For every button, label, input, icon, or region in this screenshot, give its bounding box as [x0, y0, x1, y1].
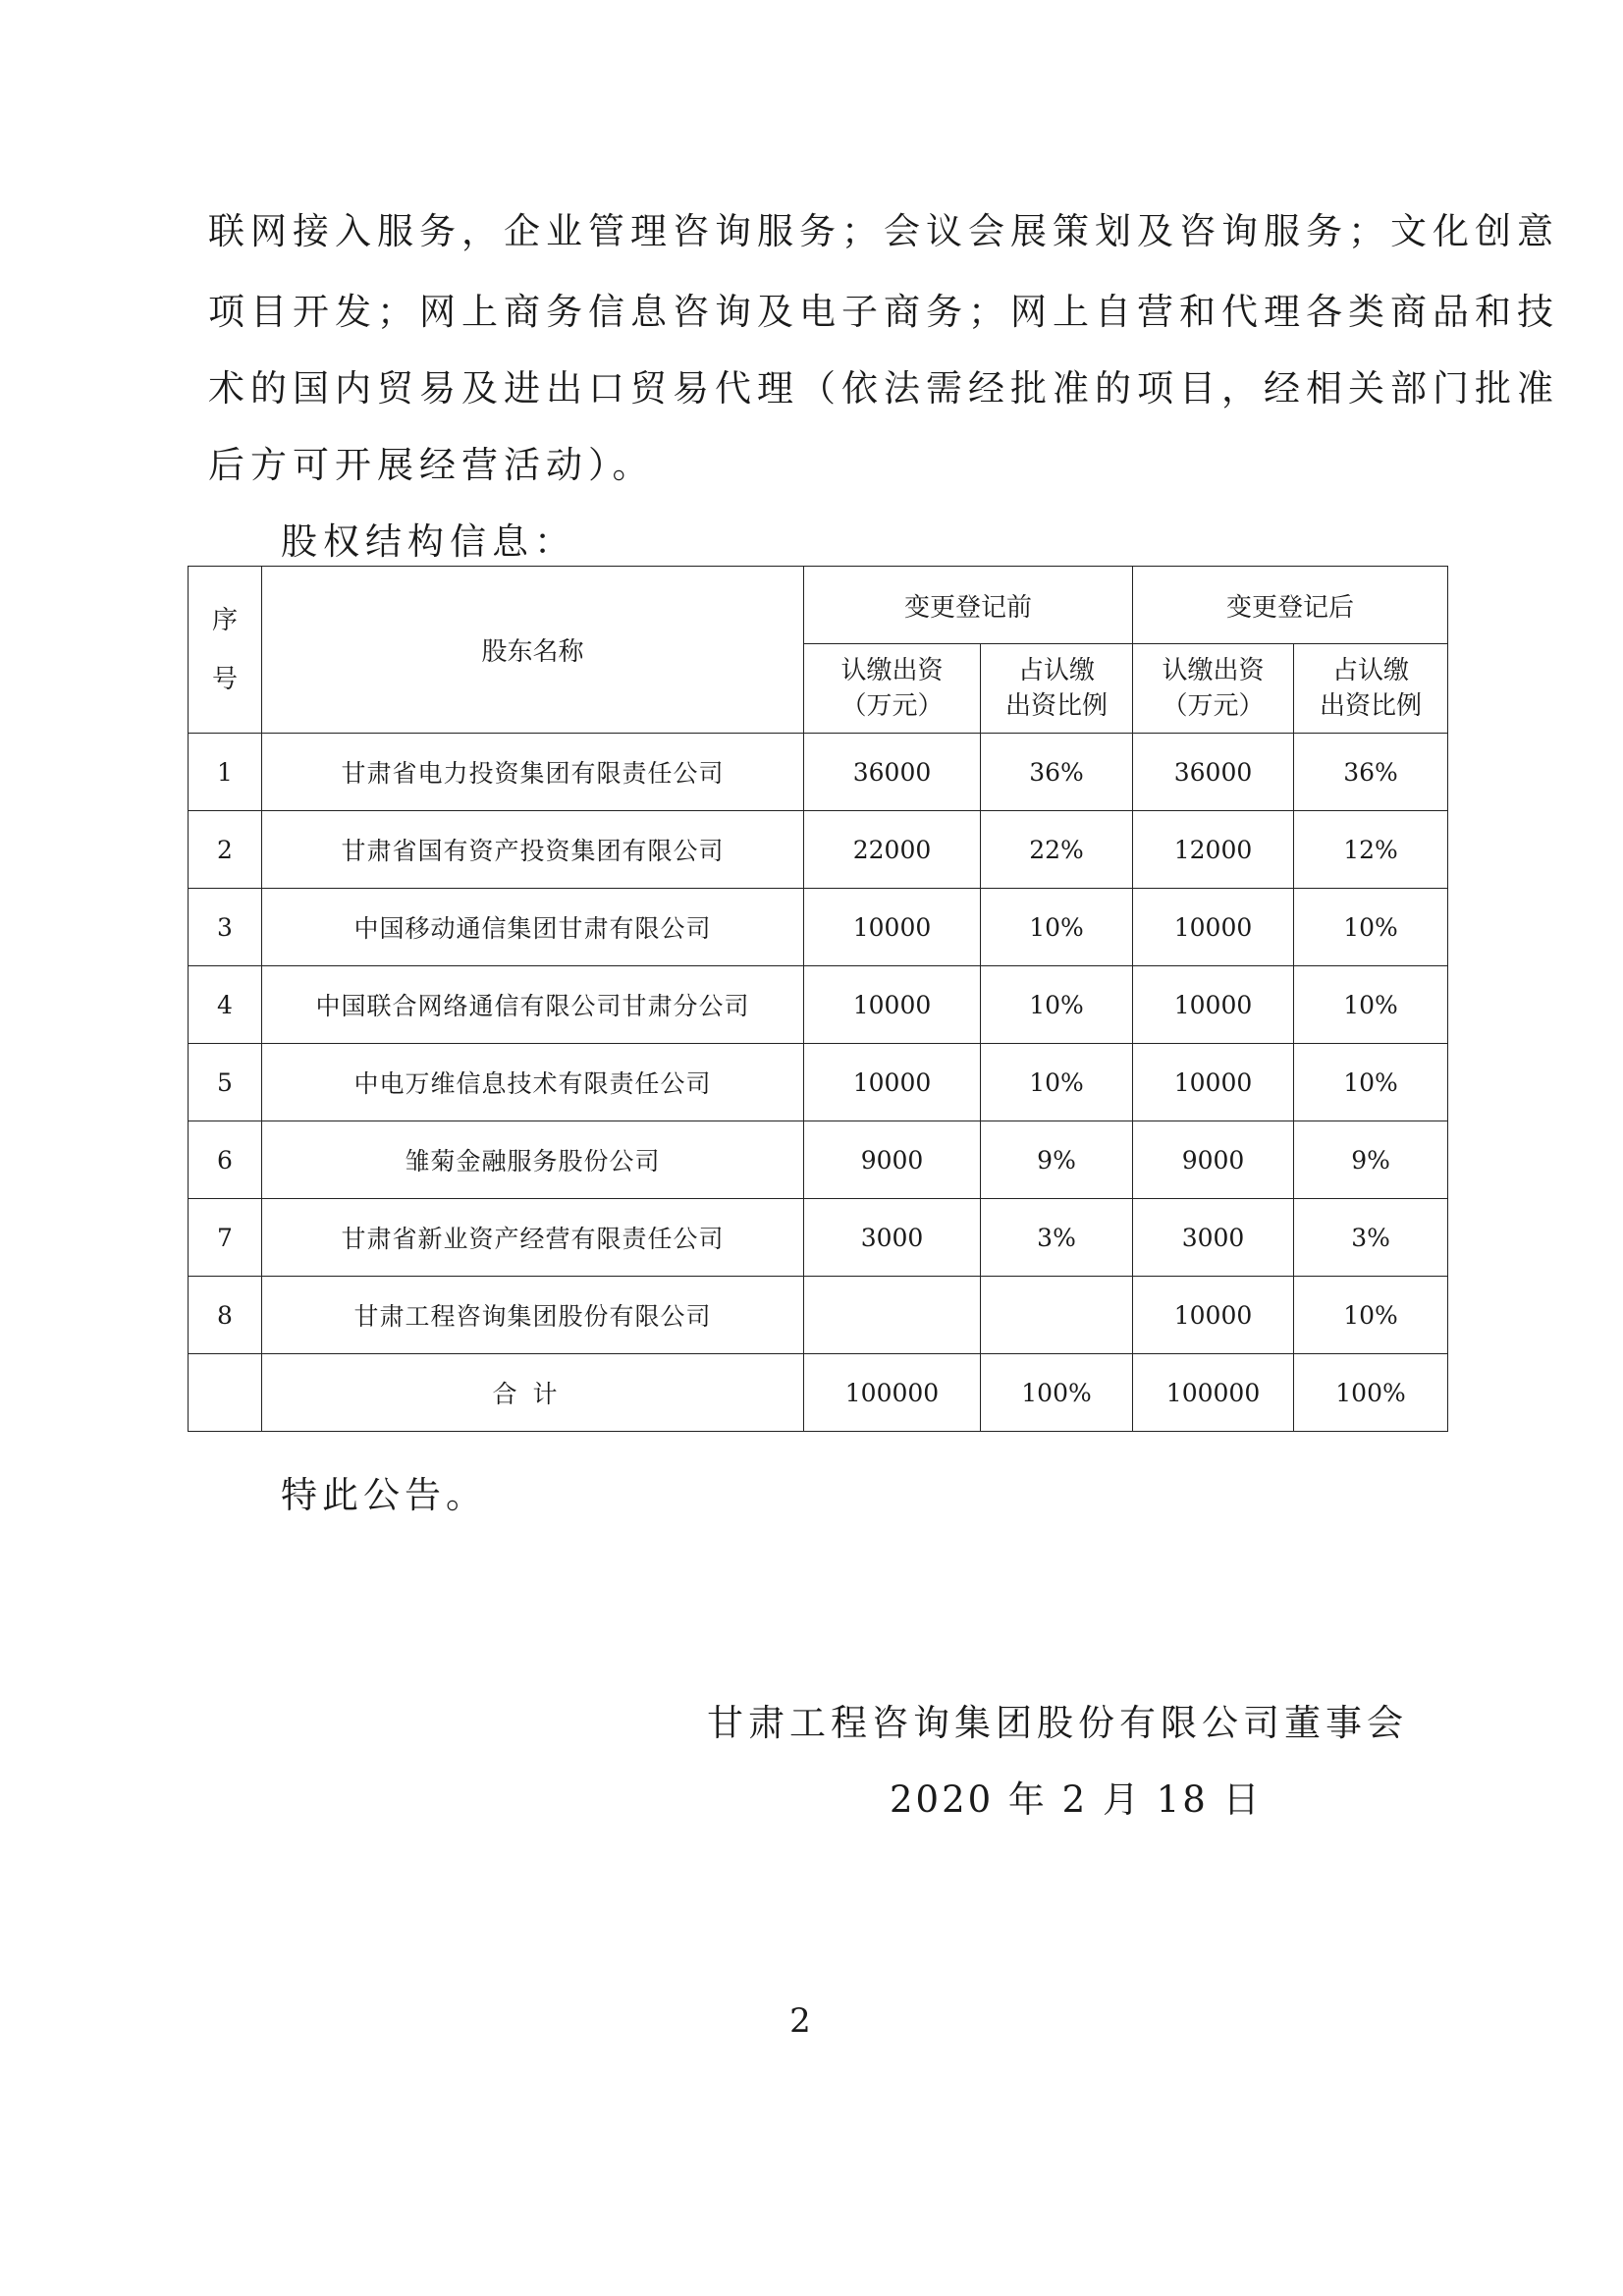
- signatory: 甘肃工程咨询集团股份有限公司董事会: [707, 1702, 1408, 1744]
- table-row: [189, 1199, 1448, 1277]
- shareholder-name: 中电万维信息技术有限责任公司: [262, 1044, 804, 1121]
- total-after-amount: 100000: [1133, 1354, 1294, 1432]
- before-amount: 22000: [804, 811, 981, 889]
- shareholder-name: 甘肃省电力投资集团有限责任公司: [262, 734, 804, 811]
- table-row: [189, 966, 1448, 1044]
- header-after-ratio: [1294, 644, 1448, 734]
- before-amount: 3000: [804, 1199, 981, 1277]
- header-seq-bottom: 号: [211, 664, 238, 694]
- before-ratio: 10%: [981, 889, 1133, 966]
- header-amount-line2: （万元）: [840, 691, 944, 721]
- row-number: 4: [189, 966, 262, 1044]
- after-amount: 3000: [1133, 1199, 1294, 1277]
- header-after-group: 变更登记后: [1133, 567, 1448, 644]
- before-amount: 10000: [804, 966, 981, 1044]
- after-ratio: 12%: [1294, 811, 1448, 889]
- shareholder-name: 中国移动通信集团甘肃有限公司: [262, 889, 804, 966]
- equity-structure-table: [188, 566, 1448, 1432]
- table-row: [189, 1121, 1448, 1199]
- body-line: 联网接入服务，企业管理咨询服务；会议会展策划及咨询服务；文化创意: [208, 210, 1559, 252]
- header-seq: [189, 567, 262, 734]
- table-row: [189, 1277, 1448, 1354]
- shareholder-name: 甘肃工程咨询集团股份有限公司: [262, 1277, 804, 1354]
- total-row-number: [189, 1354, 262, 1432]
- header-before-amount: [804, 644, 981, 734]
- row-number: 2: [189, 811, 262, 889]
- header-before-ratio: [981, 644, 1133, 734]
- after-amount: 10000: [1133, 1277, 1294, 1354]
- before-amount: 10000: [804, 889, 981, 966]
- row-number: 7: [189, 1199, 262, 1277]
- after-ratio: 36%: [1294, 734, 1448, 811]
- date: 2020 年 2 月 18 日: [890, 1778, 1263, 1821]
- total-after-ratio: 100%: [1294, 1354, 1448, 1432]
- before-ratio: [981, 1277, 1133, 1354]
- after-ratio: 10%: [1294, 889, 1448, 966]
- before-ratio: 22%: [981, 811, 1133, 889]
- shareholder-name: 甘肃省国有资产投资集团有限公司: [262, 811, 804, 889]
- after-ratio: 9%: [1294, 1121, 1448, 1199]
- page-number: 2: [789, 2001, 811, 2041]
- body-line: 项目开发；网上商务信息咨询及电子商务；网上自营和代理各类商品和技: [208, 291, 1559, 333]
- after-amount: 10000: [1133, 1044, 1294, 1121]
- after-amount: 36000: [1133, 734, 1294, 811]
- table-row: [189, 889, 1448, 966]
- after-ratio: 10%: [1294, 1277, 1448, 1354]
- after-amount: 10000: [1133, 966, 1294, 1044]
- header-amount-line1: 认缴出资: [840, 656, 944, 685]
- row-number: 1: [189, 734, 262, 811]
- header-shareholder: 股东名称: [262, 567, 804, 734]
- after-ratio: 3%: [1294, 1199, 1448, 1277]
- before-amount: 36000: [804, 734, 981, 811]
- before-ratio: 10%: [981, 1044, 1133, 1121]
- before-ratio: 36%: [981, 734, 1133, 811]
- header-before-group: 变更登记前: [804, 567, 1133, 644]
- after-amount: 12000: [1133, 811, 1294, 889]
- row-number: 6: [189, 1121, 262, 1199]
- after-ratio: 10%: [1294, 1044, 1448, 1121]
- after-amount: 9000: [1133, 1121, 1294, 1199]
- table-row: [189, 811, 1448, 889]
- row-number: 5: [189, 1044, 262, 1121]
- header-amount-line2: （万元）: [1162, 691, 1265, 721]
- shareholder-name: 中国联合网络通信有限公司甘肃分公司: [262, 966, 804, 1044]
- header-ratio-line1: 占认缴: [1018, 656, 1096, 685]
- after-ratio: 10%: [1294, 966, 1448, 1044]
- total-label: 合计: [262, 1354, 804, 1432]
- total-before-ratio: 100%: [981, 1354, 1133, 1432]
- header-after-amount: [1133, 644, 1294, 734]
- row-number: 8: [189, 1277, 262, 1354]
- body-line: 后方可开展经营活动）。: [208, 444, 655, 486]
- header-ratio-line1: 占认缴: [1332, 656, 1410, 685]
- before-ratio: 10%: [981, 966, 1133, 1044]
- header-seq-top: 序: [211, 605, 238, 635]
- before-amount: [804, 1277, 981, 1354]
- announcement-text: 特此公告。: [281, 1474, 487, 1516]
- header-amount-line1: 认缴出资: [1162, 656, 1265, 685]
- table-row: [189, 734, 1448, 811]
- shareholder-name: 甘肃省新业资产经营有限责任公司: [262, 1199, 804, 1277]
- table-row: [189, 1044, 1448, 1121]
- after-amount: 10000: [1133, 889, 1294, 966]
- header-ratio-line2: 出资比例: [1005, 691, 1109, 721]
- table-total-row: [189, 1354, 1448, 1432]
- total-before-amount: 100000: [804, 1354, 981, 1432]
- header-ratio-line2: 出资比例: [1320, 691, 1423, 721]
- before-ratio: 3%: [981, 1199, 1133, 1277]
- section-heading: 股权结构信息：: [281, 520, 576, 563]
- before-ratio: 9%: [981, 1121, 1133, 1199]
- before-amount: 9000: [804, 1121, 981, 1199]
- row-number: 3: [189, 889, 262, 966]
- before-amount: 10000: [804, 1044, 981, 1121]
- body-line: 术的国内贸易及进出口贸易代理（依法需经批准的项目，经相关部门批准: [208, 367, 1559, 410]
- shareholder-name: 雏菊金融服务股份公司: [262, 1121, 804, 1199]
